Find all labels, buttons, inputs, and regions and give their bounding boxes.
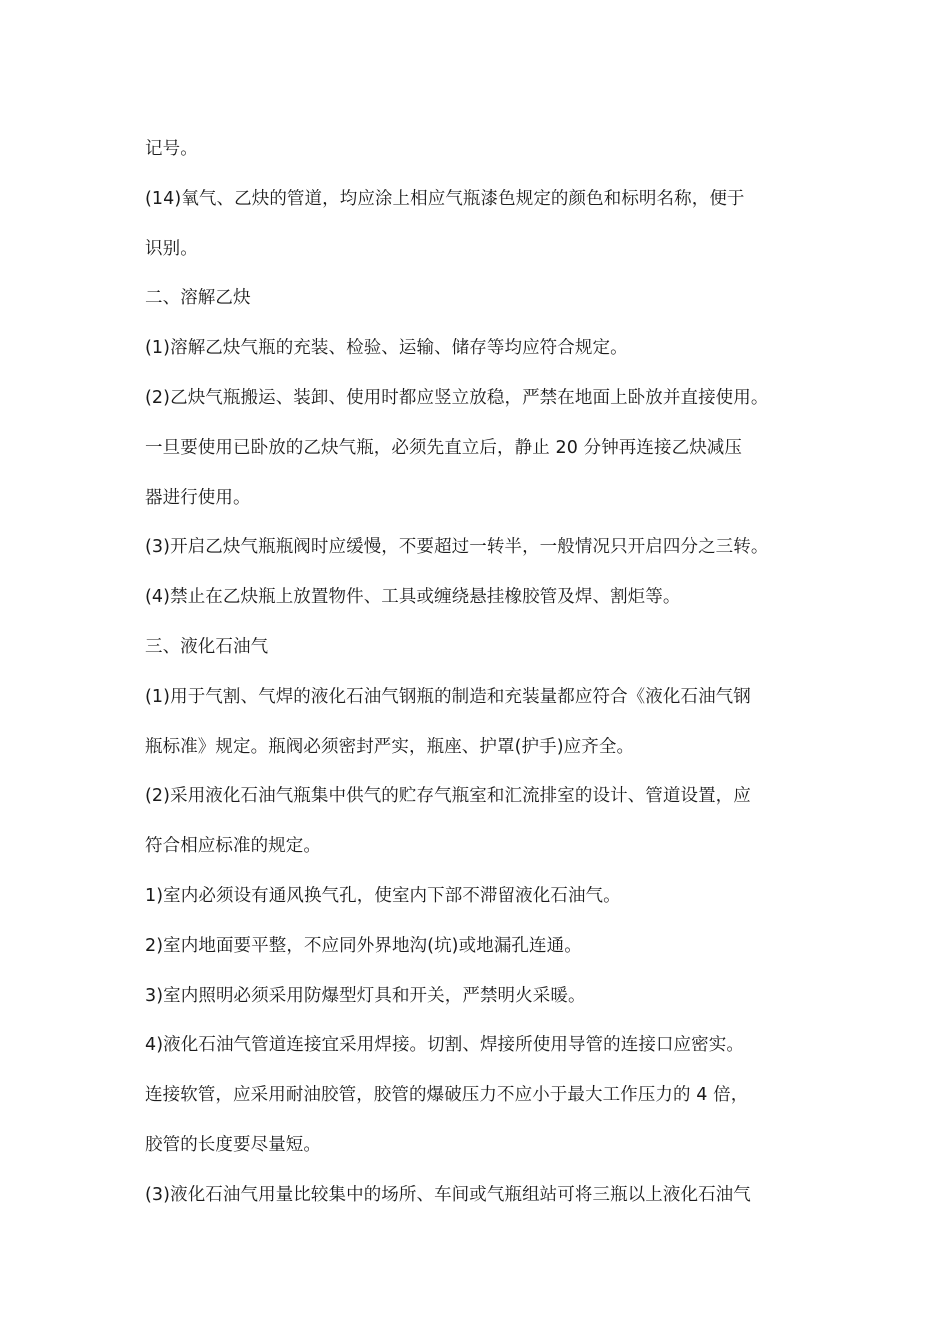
text-line-8: 器进行使用。: [145, 487, 251, 508]
text-line-21: 胶管的长度要尽量短。: [145, 1134, 321, 1155]
text-line-19: 4)液化石油气管道连接宜采用焊接。切割、焊接所使用导管的连接口应密实。: [145, 1035, 744, 1056]
text-line-16: 1)室内必须设有通风换气孔，使室内下部不滞留液化石油气。: [145, 885, 621, 906]
text-line-5: (1)溶解乙炔气瓶的充装、检验、运输、储存等均应符合规定。: [145, 338, 628, 359]
text-line-18: 3)室内照明必须采用防爆型灯具和开关，严禁明火采暖。: [145, 985, 586, 1006]
text-line-22: (3)液化石油气用量比较集中的场所、车间或气瓶组站可将三瓶以上液化石油气: [145, 1184, 751, 1205]
text-line-15: 符合相应标准的规定。: [145, 836, 321, 857]
text-line-12: (1)用于气割、气焊的液化石油气钢瓶的制造和充装量都应符合《液化石油气钢: [145, 686, 751, 707]
text-line-14: (2)采用液化石油气瓶集中供气的贮存气瓶室和汇流排室的设计、管道设置，应: [145, 786, 751, 807]
section-heading-acetylene: 二、溶解乙炔: [145, 288, 251, 309]
document-body: [145, 125, 825, 1221]
text-line-1: 记号。: [145, 139, 198, 159]
text-line-17: 2)室内地面要平整，不应同外界地沟(坑)或地漏孔连通。: [145, 935, 582, 956]
text-line-10: (4)禁止在乙炔瓶上放置物件、工具或缠绕悬挂橡胶管及焊、割炬等。: [145, 587, 681, 608]
text-line-6: (2)乙炔气瓶搬运、装卸、使用时都应竖立放稳，严禁在地面上卧放并直接使用。: [145, 387, 769, 408]
text-line-9: (3)开启乙炔气瓶瓶阀时应缓慢，不要超过一转半，一般情况只开启四分之三转。: [145, 537, 769, 558]
text-line-13: 瓶标准》规定。瓶阀必须密封严实，瓶座、护罩(护手)应齐全。: [145, 736, 635, 757]
section-heading-lpg: 三、液化石油气: [145, 636, 269, 657]
text-line-3: 识别。: [145, 238, 198, 259]
text-line-7: 一旦要使用已卧放的乙炔气瓶，必须先直立后，静止 20 分钟再连接乙炔减压: [145, 437, 742, 458]
text-line-2: (14)氧气、乙炔的管道，均应涂上相应气瓶漆色规定的颜色和标明名称，便于: [145, 188, 745, 209]
text-line-20: 连接软管，应采用耐油胶管，胶管的爆破压力不应小于最大工作压力的 4 倍，: [145, 1085, 749, 1106]
